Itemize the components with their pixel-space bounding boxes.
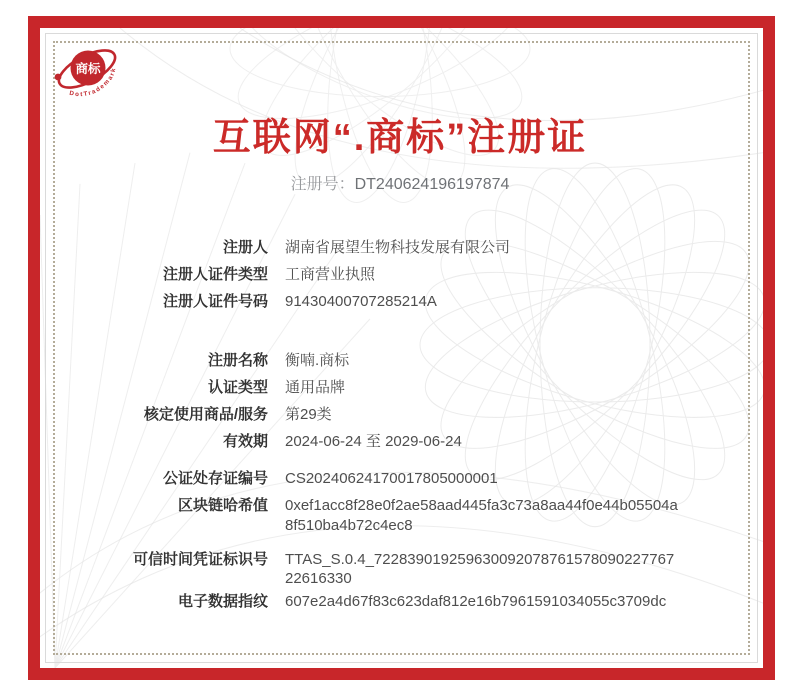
field-label: 可信时间凭证标识号 <box>132 551 268 568</box>
field-value: CS20240624170017805000001 <box>285 470 498 487</box>
field-label: 有效期 <box>222 433 268 450</box>
field-value: 衡喃.商标 <box>285 352 350 369</box>
field-row-validity-period <box>0 432 800 451</box>
group-gap <box>0 459 800 469</box>
certificate-title: 互联网“.商标”注册证 <box>212 117 588 159</box>
field-label: 区块链哈希值 <box>177 497 268 514</box>
field-value: 通用品牌 <box>285 379 346 396</box>
field-value: 湖南省展望生物科技发展有限公司 <box>285 239 511 256</box>
group-gap <box>0 319 800 351</box>
field-row-goods-class <box>0 405 800 424</box>
field-value: TTAS_S.0.4_72283901925963009207876157809022776722616330 <box>285 551 675 587</box>
registration-number-line <box>0 171 800 194</box>
field-row-registrant <box>0 238 800 257</box>
field-row-registrant-id-type <box>0 265 800 284</box>
field-row-trusted-timestamp-id <box>0 550 800 588</box>
logo-orbit-text: DotTrademark <box>68 66 118 99</box>
dot-trademark-logo <box>50 36 124 110</box>
field-label: 公证处存证编号 <box>162 470 268 487</box>
field-row-electronic-data-fingerprint <box>0 592 800 611</box>
field-label: 认证类型 <box>207 379 268 396</box>
field-value: 2024-06-24 至 2029-06-24 <box>285 433 462 450</box>
field-value: 607e2a4d67f83c623daf812e16b7961591034055c3709dc <box>285 593 667 610</box>
registration-number-value: DT240624196197874 <box>354 176 510 193</box>
field-label: 电子数据指纹 <box>177 593 268 610</box>
field-row-registered-name <box>0 351 800 370</box>
field-label: 注册名称 <box>207 352 268 369</box>
field-value: 0xef1acc8f28e0f2ae58aad445fa3c73a8aa44f0e44b05504a8f510ba4b72c4ec8 <box>285 497 678 534</box>
field-label: 注册人 <box>222 239 268 256</box>
field-row-blockchain-hash <box>0 496 800 536</box>
orbit-dot-icon <box>55 74 62 81</box>
registration-number-label: 注册号： <box>290 176 355 193</box>
field-label: 核定使用商品/服务 <box>143 406 268 423</box>
field-value: 第29类 <box>285 406 332 423</box>
logo-sphere-text: 商标 <box>75 62 101 76</box>
field-label: 注册人证件类型 <box>162 266 268 283</box>
field-row-certification-type <box>0 378 800 397</box>
field-label: 注册人证件号码 <box>162 293 268 310</box>
field-value: 工商营业执照 <box>285 266 376 283</box>
certificate-fields <box>0 238 800 619</box>
field-row-notary-deposit-number <box>0 469 800 488</box>
field-value: 91430400707285214A <box>285 293 437 310</box>
field-row-registrant-id-number <box>0 292 800 311</box>
